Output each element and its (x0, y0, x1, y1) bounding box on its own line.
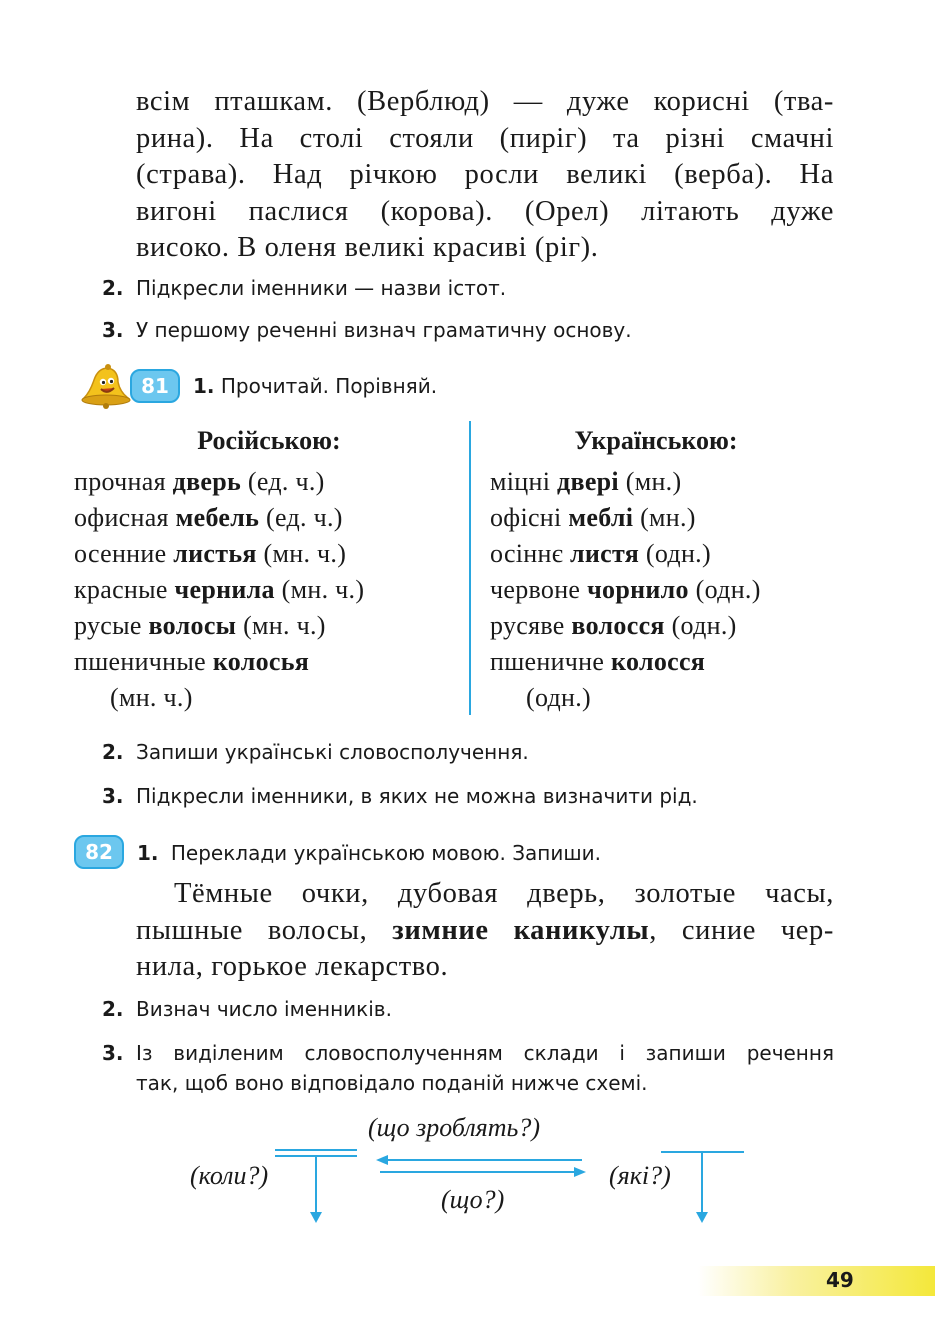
page-number-band (698, 1266, 935, 1296)
task-text: Переклади українською мовою. Запиши. (170, 841, 602, 865)
task-text: Підкресли іменники — назви істот. (136, 276, 507, 300)
exercise-number: 81 (141, 374, 169, 398)
text-line: Із виділеним словосполученням склади і запиши речення (136, 1041, 834, 1065)
noun-bold: листья (173, 539, 257, 568)
adjective-text: пшеничные (74, 647, 213, 676)
page-number: 49 (826, 1268, 854, 1292)
noun-bold: дверь (172, 467, 242, 496)
highlighted-phrase: зимние каникулы (392, 914, 650, 946)
scheme-question-predicate: (що зроблять?) (368, 1113, 541, 1142)
noun-bold: волосы (148, 611, 237, 640)
task-number: 1. (193, 374, 215, 398)
exercise-number: 82 (85, 840, 113, 864)
task-text: У першому реченні визнач граматичну основу. (136, 318, 632, 342)
number-note: (мн.) (633, 503, 696, 532)
scheme-question-adverbial: (коли?) (190, 1161, 269, 1190)
task-number: 2. (102, 740, 124, 764)
noun-bold: колосья (212, 647, 310, 676)
noun-bold: чернила (174, 575, 275, 604)
adjective-text: красные (74, 575, 175, 604)
text-line: (страва). Над річкою росли великі (верба). На (136, 159, 834, 190)
number-note: (мн. ч.) (256, 539, 347, 568)
task-text: Визнач число іменників. (136, 997, 392, 1021)
adjective-text: русые (74, 611, 149, 640)
noun-bold: двері (557, 467, 619, 496)
task-number: 1. (137, 841, 159, 865)
text-fragment: Тёмные очки, дубовая дверь, золотые часы, (174, 878, 834, 909)
adjective-text: червоне (490, 575, 588, 604)
text-fragment: , синие чер- (649, 914, 835, 946)
text-line: всім пташкам. (Верблюд) — дуже корисні (тва- (136, 86, 834, 117)
number-note: (мн. ч.) (274, 575, 365, 604)
text-line: вигоні паслися (корова). (Орел) літають дуже (136, 195, 834, 227)
task-text: Прочитай. Порівняй. (220, 374, 438, 398)
task-text: Підкресли іменники, в яких не можна визначити рід. (136, 784, 698, 808)
noun-bold: колосся (611, 647, 706, 676)
column-header-russian: Російською: (197, 426, 341, 455)
adjective-text: русяве (490, 611, 572, 640)
noun-bold: листя (570, 539, 640, 568)
scheme-question-subject: (що?) (441, 1185, 505, 1214)
text-fragment: нила, горькое лекарство. (136, 951, 449, 982)
text-fragment: пышные волосы, (136, 914, 393, 946)
number-note: (одн.) (664, 611, 737, 640)
noun-bold: меблі (568, 503, 634, 532)
task-number: 2. (102, 997, 124, 1021)
number-note: (одн.) (639, 539, 711, 568)
scheme-question-attribute: (які?) (609, 1161, 671, 1190)
number-note: (мн.) (618, 467, 682, 496)
task-number: 3. (102, 318, 124, 342)
adjective-text: офисная (74, 503, 176, 532)
adjective-text: пшеничне (490, 647, 612, 676)
column-header-ukrainian: Українською: (574, 426, 738, 455)
noun-bold: чорнило (587, 575, 689, 604)
adjective-text: офісні (490, 503, 569, 532)
text-line: так, щоб воно відповідало поданій нижче схемі. (136, 1071, 648, 1095)
task-number: 2. (102, 276, 124, 300)
number-note: (ед. ч.) (241, 467, 325, 496)
adjective-text: міцні (490, 467, 558, 496)
noun-bold: волосся (571, 611, 665, 640)
text-line: високо. В оленя великі красиві (ріг). (136, 232, 599, 263)
number-note: (одн.) (688, 575, 761, 604)
task-number: 3. (102, 1041, 124, 1065)
adjective-text: осіннє (490, 539, 570, 568)
adjective-text: (мн. ч.) (110, 683, 193, 712)
noun-bold: мебель (175, 503, 260, 532)
adjective-text: осенние (74, 539, 174, 568)
adjective-text: (одн.) (526, 683, 592, 712)
number-note: (ед. ч.) (259, 503, 343, 532)
number-note: (мн. ч.) (236, 611, 326, 640)
task-text: Запиши українські словосполучення. (136, 740, 529, 764)
adjective-text: прочная (74, 467, 173, 496)
task-number: 3. (102, 784, 124, 808)
text-line: рина). На столі стояли (пиріг) та різні смачні (136, 122, 834, 154)
